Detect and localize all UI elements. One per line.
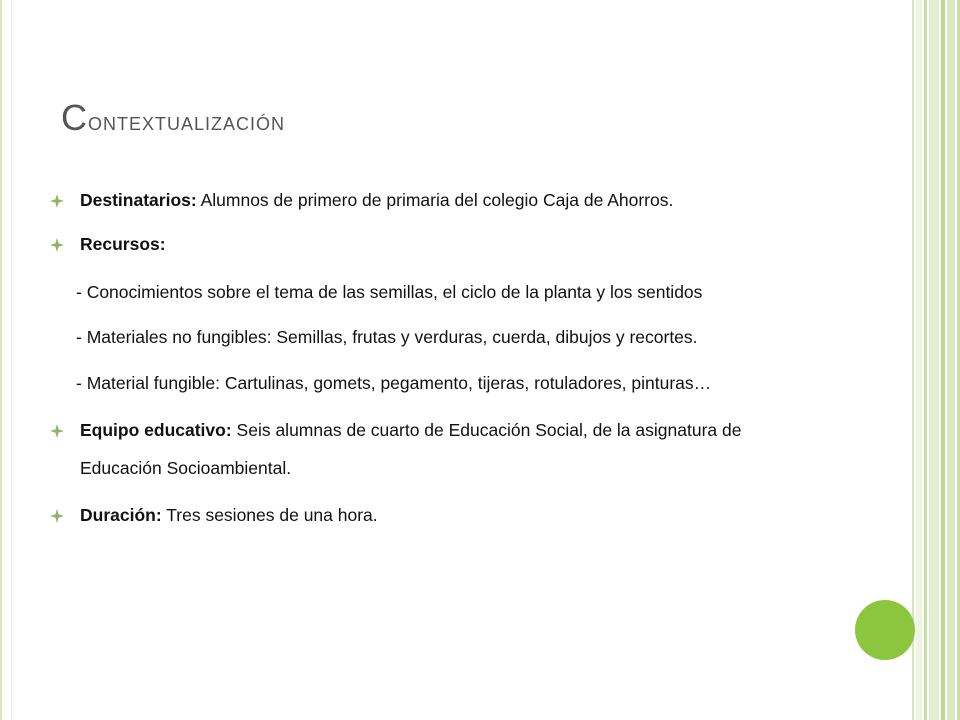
star-bullet-icon <box>50 509 64 523</box>
item-label: Destinatarios: <box>80 190 197 210</box>
item-text: Alumnos de primero de primaria del colegio Caja de Ahorros. <box>196 190 674 210</box>
list-item-duracion <box>80 503 378 527</box>
item-text: Tres sesiones de una hora. <box>161 505 378 525</box>
item-label: Equipo educativo: <box>80 420 232 440</box>
list-item-equipo-continuation: Educación Socioambiental. <box>80 458 292 478</box>
item-label: Duración: <box>80 505 162 525</box>
title-rest: ontextualización <box>88 106 286 136</box>
title-first-letter: C <box>61 97 88 138</box>
list-item-destinatarios <box>80 188 673 212</box>
item-label: Recursos: <box>80 234 166 254</box>
item-text: Seis alumnas de cuarto de Educación Social, de la asignatura de <box>231 420 742 440</box>
star-bullet-icon <box>50 238 64 252</box>
list-item-recursos <box>80 232 166 256</box>
star-bullet-icon <box>50 194 64 208</box>
subline-conocimientos: - Conocimientos sobre el tema de las semillas, el ciclo de la planta y los sentidos <box>76 282 703 302</box>
decorative-green-circle <box>855 600 915 660</box>
subline-materiales-no-fungibles: - Materiales no fungibles: Semillas, frutas y verduras, cuerda, dibujos y recortes. <box>76 327 698 347</box>
list-item-equipo-educativo <box>80 418 741 442</box>
subline-material-fungible: - Material fungible: Cartulinas, gomets, pegamento, tijeras, rotuladores, pinturas… <box>76 373 712 393</box>
star-bullet-icon <box>50 424 64 438</box>
right-border-stripes <box>912 0 960 720</box>
